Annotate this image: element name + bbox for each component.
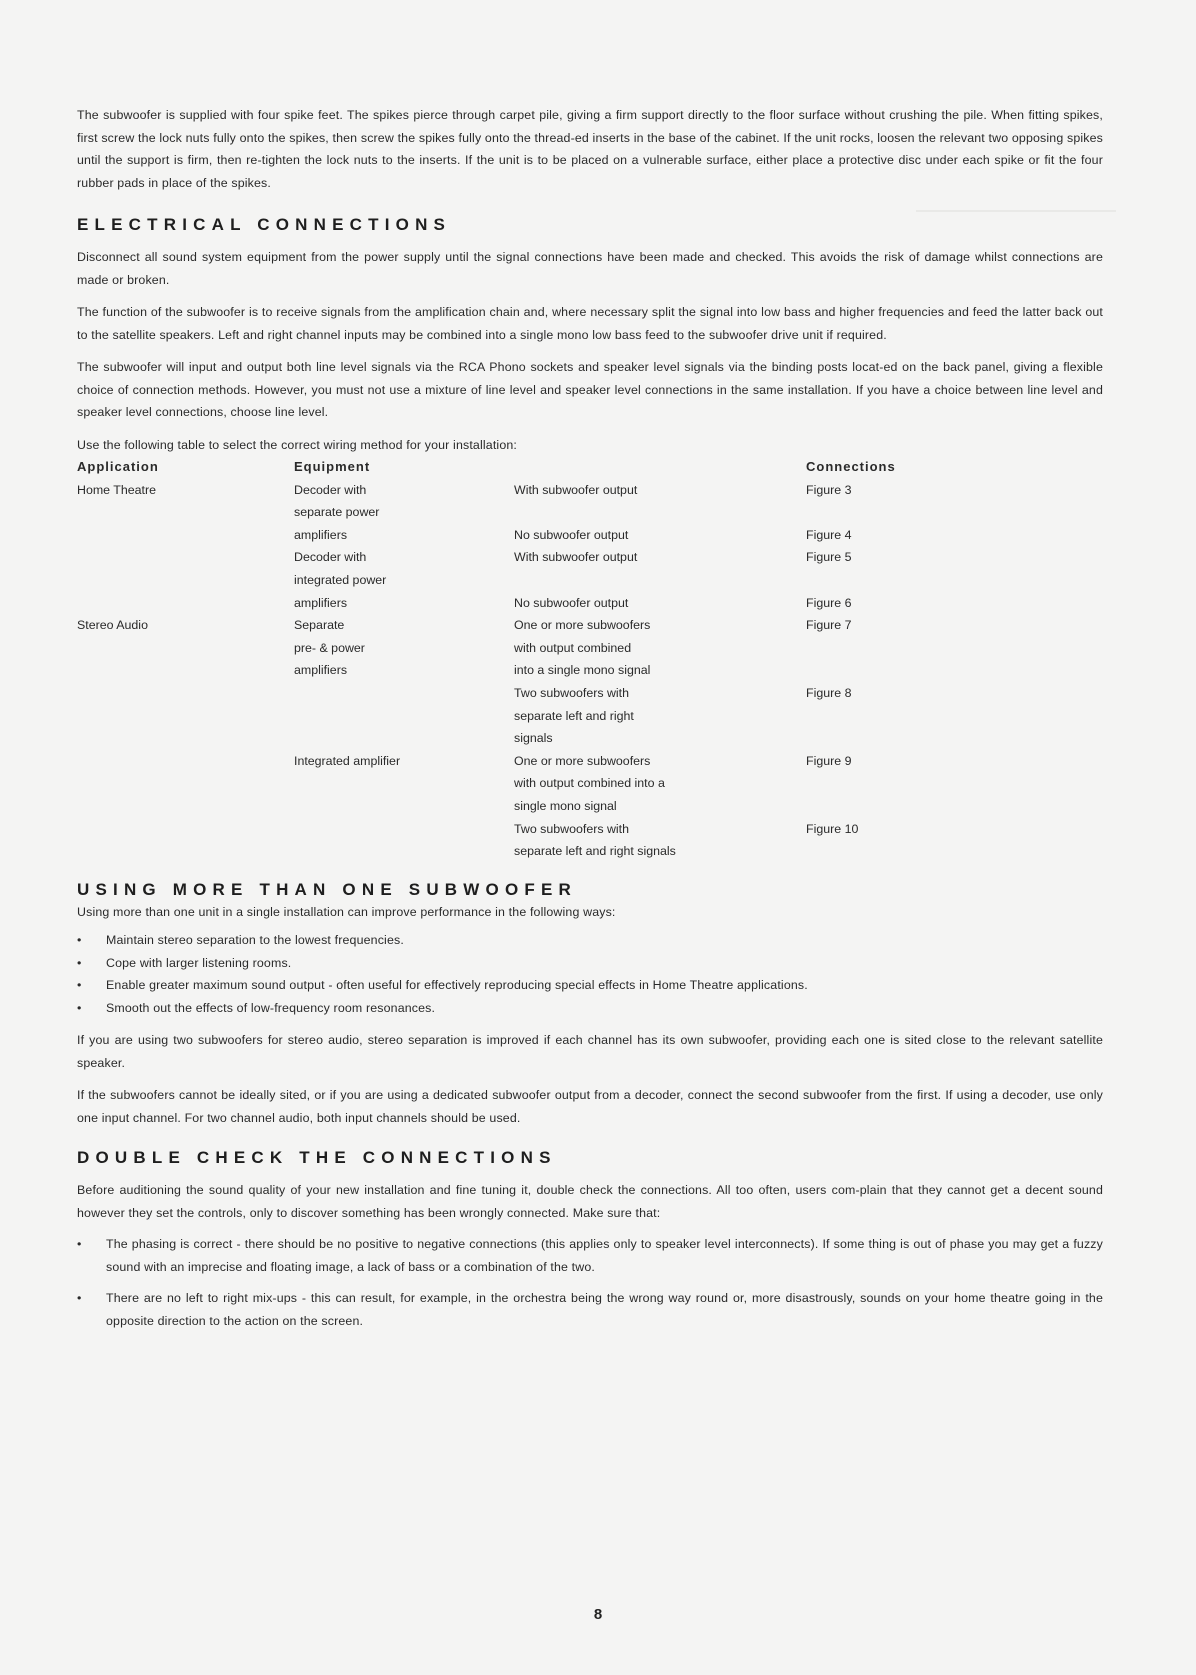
cell-figure: [806, 705, 1006, 728]
table-row: [77, 546, 1006, 569]
bullet-icon: •: [77, 1237, 82, 1252]
cell-figure: [806, 501, 1006, 524]
list-item-text: There are no left to right mix-ups - this can result, for example, in the orchestra being the wrong way round or, more disastrously, sounds on your home theatre going in the opposite direction to the action on the screen.: [106, 1291, 1103, 1328]
cell-application: [77, 546, 294, 569]
cell-equipment: integrated power: [294, 572, 387, 587]
bullet-icon: •: [77, 955, 82, 970]
table-row: [77, 637, 1006, 660]
list-item: [77, 1287, 1103, 1332]
cell-application: [77, 795, 294, 818]
cell-method: separate left and right: [514, 708, 634, 723]
cell-figure: [806, 840, 1006, 863]
manual-page: [77, 104, 1103, 1332]
cell-application: [77, 840, 294, 863]
list-item: [77, 929, 1103, 952]
cell-application: Stereo Audio: [77, 618, 148, 633]
list-item: [77, 952, 1103, 975]
cell-application: [77, 750, 294, 773]
cell-equipment: [294, 705, 514, 728]
more-subwoofers-heading: USING MORE THAN ONE SUBWOOFER: [77, 879, 577, 899]
bullet-icon: •: [77, 1000, 82, 1015]
cell-method: One or more subwoofers: [514, 753, 651, 768]
cell-equipment: [294, 727, 514, 750]
cell-method: single mono signal: [514, 798, 617, 813]
table-row: [77, 501, 1006, 524]
cell-method: No subwoofer output: [514, 595, 629, 610]
list-item: [77, 1233, 1103, 1278]
double-check-paragraph: Before auditioning the sound quality of your new installation and fine tuning it, double check the connections. All too often, users com-plain that they cannot get a decent sound however they set the controls, only to discover something has been wrongly connected. Make sure that:: [77, 1183, 1103, 1220]
cell-figure: [806, 569, 1006, 592]
table-row: [77, 614, 1006, 637]
electrical-paragraph-3: The subwoofer will input and output both line level signals via the RCA Phono sockets and speaker level signals via the binding posts locat-ed on the back panel, giving a flexible choice of connection methods. However, you must not use a mixture of line level and speaker level connections in the same installation. If you have a choice between line level and speaker level connections, choose line level.: [77, 360, 1103, 419]
cell-method: Two subwoofers with: [514, 821, 630, 836]
table-row: [77, 772, 1006, 795]
spike-feet-paragraph: The subwoofer is supplied with four spike feet. The spikes pierce through carpet pile, giving a firm support directly to the floor surface without crushing the pile. When fitting spikes, first screw the lock nuts fully onto the spikes, then screw the spikes fully onto the thread-ed inserts in the base of the cabinet. If the unit rocks, loosen the relevant two opposing spikes until the support is firm, then re-tighten the lock nuts to the inserts. If the unit is to be placed on a vulnerable surface, either place a protective disc under each spike or fit the four rubber pads in place of the spikes.: [77, 108, 1103, 190]
cell-application: [77, 524, 294, 547]
cell-method: signals: [514, 731, 553, 746]
cell-equipment: Decoder with: [294, 482, 367, 497]
table-row: [77, 840, 1006, 863]
bullet-icon: •: [77, 1291, 82, 1306]
table-row: [77, 727, 1006, 750]
cell-equipment: Integrated amplifier: [294, 753, 401, 768]
table-row: [77, 750, 1006, 773]
more-subwoofers-list: [77, 929, 1103, 1019]
wiring-method-table: [77, 456, 1006, 863]
list-item-text: Enable greater maximum sound output - often useful for effectively reproducing special effects in Home Theatre applications.: [106, 978, 808, 993]
more-subwoofers-paragraph-1: If you are using two subwoofers for stereo audio, stereo separation is improved if each channel has its own subwoofer, providing each one is sited close to the relevant satellite speaker.: [77, 1033, 1103, 1070]
cell-equipment: [294, 682, 514, 705]
header-application: Application: [77, 459, 159, 474]
cell-application: [77, 569, 294, 592]
cell-application: [77, 682, 294, 705]
double-check-list: [77, 1233, 1103, 1332]
cell-method: into a single mono signal: [514, 663, 651, 678]
cell-figure: [806, 772, 1006, 795]
bullet-icon: •: [77, 978, 82, 993]
electrical-connections-heading: ELECTRICAL CONNECTIONS: [77, 215, 452, 234]
cell-figure: Figure 3: [806, 482, 852, 497]
cell-equipment: separate power: [294, 505, 380, 520]
cell-application: [77, 501, 294, 524]
cell-method: One or more subwoofers: [514, 618, 651, 633]
cell-figure: [806, 637, 1006, 660]
cell-application: [77, 659, 294, 682]
cell-figure: Figure 10: [806, 821, 859, 836]
cell-equipment: amplifiers: [294, 663, 348, 678]
double-check-heading: DOUBLE CHECK THE CONNECTIONS: [77, 1148, 557, 1168]
cell-figure: Figure 5: [806, 550, 852, 565]
cell-application: [77, 727, 294, 750]
table-row: [77, 569, 1006, 592]
cell-equipment: amplifiers: [294, 527, 348, 542]
cell-equipment: Decoder with: [294, 550, 367, 565]
cell-equipment: [294, 795, 514, 818]
list-item-text: Smooth out the effects of low-frequency room resonances.: [106, 1000, 436, 1015]
cell-method: separate left and right signals: [514, 844, 676, 859]
list-item-text: Cope with larger listening rooms.: [106, 955, 292, 970]
table-row: [77, 818, 1006, 841]
table-row: [77, 682, 1006, 705]
cell-method: Two subwoofers with: [514, 685, 630, 700]
cell-figure: [806, 795, 1006, 818]
table-header-row: [77, 456, 1006, 479]
cell-method: [514, 569, 806, 592]
table-row: [77, 524, 1006, 547]
cell-application: [77, 637, 294, 660]
table-row: [77, 479, 1006, 502]
table-row: [77, 795, 1006, 818]
table-row: [77, 705, 1006, 728]
cell-method: with output combined into a: [514, 776, 665, 791]
cell-figure: [806, 659, 1006, 682]
cell-equipment: [294, 840, 514, 863]
cell-equipment: [294, 818, 514, 841]
more-subwoofers-paragraph-2: If the subwoofers cannot be ideally sited, or if you are using a dedicated subwoofer output from a decoder, connect the second subwoofer from the first. If using a decoder, use only one input channel. For two channel audio, both input channels should be used.: [77, 1088, 1103, 1125]
cell-application: [77, 592, 294, 615]
cell-equipment: [294, 772, 514, 795]
bullet-icon: •: [77, 933, 82, 948]
list-item-text: The phasing is correct - there should be no positive to negative connections (this applies only to speaker level interconnects). If some thing is out of phase you may get a fuzzy sound with an imprecise and floating image, a lack of bass or a combination of the two.: [106, 1237, 1103, 1274]
cell-equipment: amplifiers: [294, 595, 348, 610]
cell-application: Home Theatre: [77, 482, 156, 497]
page-number: 8: [593, 1606, 603, 1623]
list-item: [77, 974, 1103, 997]
cell-equipment: Separate: [294, 618, 345, 633]
cell-figure: Figure 4: [806, 527, 852, 542]
cell-equipment: pre- & power: [294, 640, 365, 655]
electrical-paragraph-4: Use the following table to select the correct wiring method for your installation:: [77, 437, 517, 452]
cell-figure: [806, 727, 1006, 750]
list-item: [77, 997, 1103, 1020]
cell-figure: Figure 7: [806, 618, 852, 633]
cell-application: [77, 818, 294, 841]
cell-figure: Figure 9: [806, 753, 852, 768]
list-item-text: Maintain stereo separation to the lowest frequencies.: [106, 933, 404, 948]
cell-figure: Figure 6: [806, 595, 852, 610]
header-method: [514, 456, 806, 479]
cell-method: With subwoofer output: [514, 482, 638, 497]
cell-method: With subwoofer output: [514, 550, 638, 565]
cell-application: [77, 772, 294, 795]
table-row: [77, 592, 1006, 615]
more-subwoofers-intro: Using more than one unit in a single installation can improve performance in the following ways:: [77, 904, 616, 919]
table-body: [77, 479, 1006, 863]
header-equipment: Equipment: [294, 459, 371, 474]
header-connections: Connections: [806, 459, 896, 474]
cell-figure: Figure 8: [806, 685, 852, 700]
cell-method: with output combined: [514, 640, 632, 655]
electrical-paragraph-1: Disconnect all sound system equipment from the power supply until the signal connections have been made and checked. This avoids the risk of damage whilst connections are made or broken.: [77, 250, 1103, 287]
cell-method: No subwoofer output: [514, 527, 629, 542]
cell-application: [77, 705, 294, 728]
cell-method: [514, 501, 806, 524]
table-row: [77, 659, 1006, 682]
electrical-paragraph-2: The function of the subwoofer is to receive signals from the amplification chain and, where necessary split the signal into low bass and higher frequencies and feed the latter back out to the satellite speakers. Left and right channel inputs may be combined into a single mono low bass feed to the subwoofer drive unit if required.: [77, 305, 1103, 342]
